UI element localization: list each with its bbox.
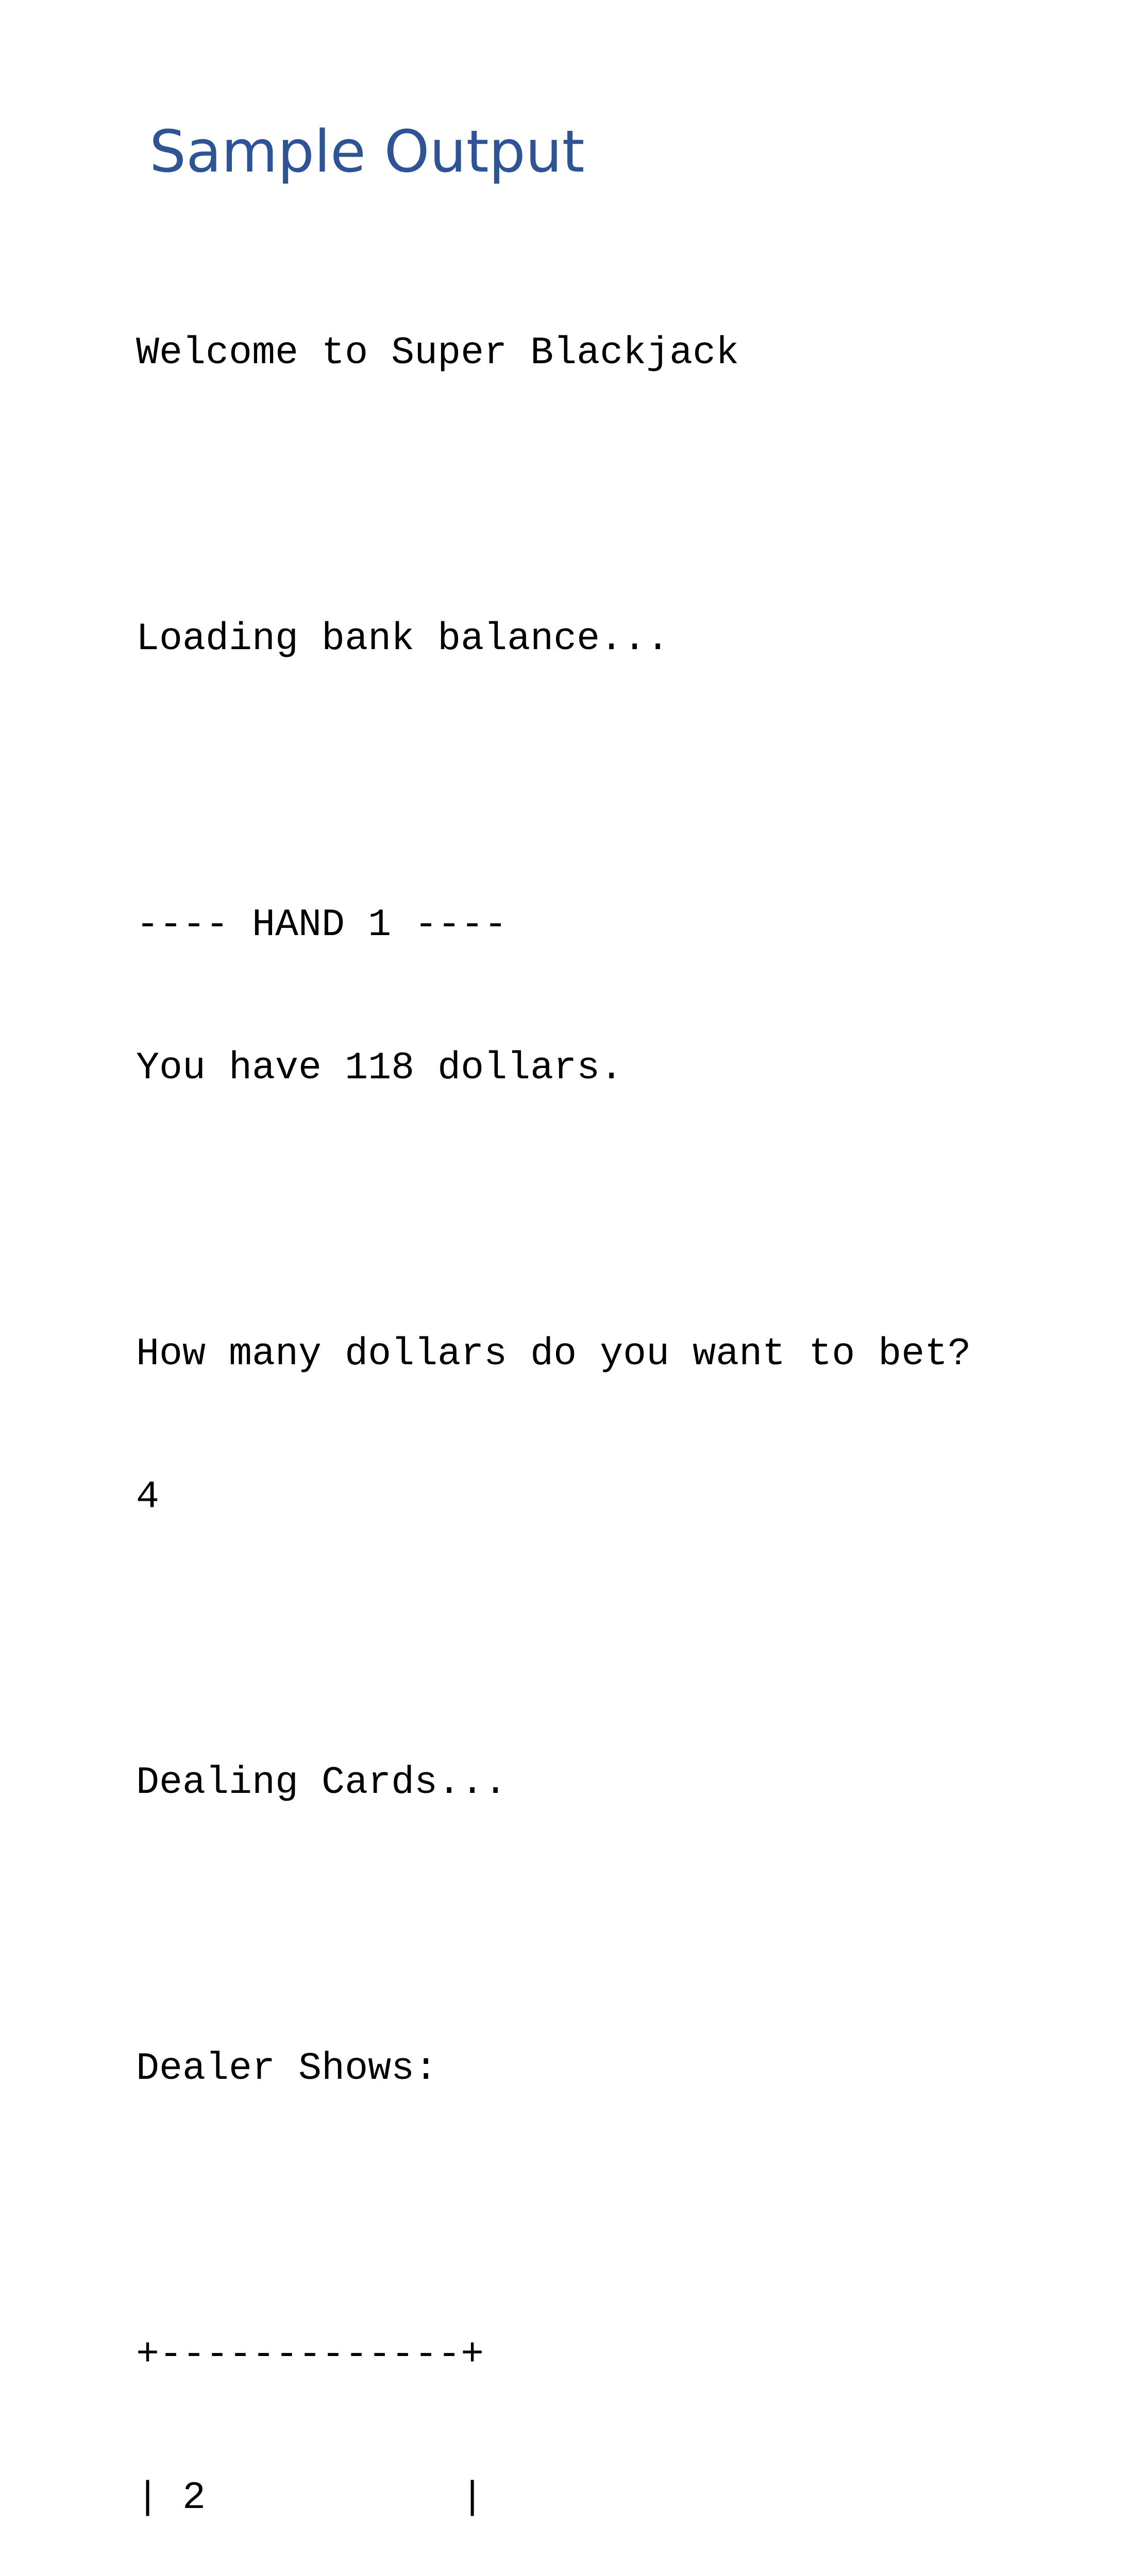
blank-line: [136, 2189, 971, 2236]
blank-line: [136, 1188, 971, 1235]
dealing-line: Dealing Cards...: [136, 1761, 508, 1805]
bet-input-line: 4: [136, 1475, 160, 1519]
blank-line: [136, 473, 971, 521]
loading-line: Loading bank balance...: [136, 617, 670, 661]
page-title: Sample Output: [149, 118, 585, 185]
bet-prompt-line: How many dollars do you want to bet?: [136, 1332, 971, 1376]
blank-line: [136, 1903, 971, 1951]
card-top-border: +-------------+: [136, 2333, 484, 2377]
card-rank-top: | 2 |: [136, 2476, 484, 2520]
balance-line: You have 118 dollars.: [136, 1046, 623, 1090]
welcome-line: Welcome to Super Blackjack: [136, 331, 739, 375]
blank-line: [136, 759, 971, 807]
hand-header-line: ---- HAND 1 ----: [136, 903, 508, 947]
dealer-shows-line: Dealer Shows:: [136, 2047, 438, 2091]
console-output: [136, 234, 971, 2576]
blank-line: [136, 1617, 971, 1665]
